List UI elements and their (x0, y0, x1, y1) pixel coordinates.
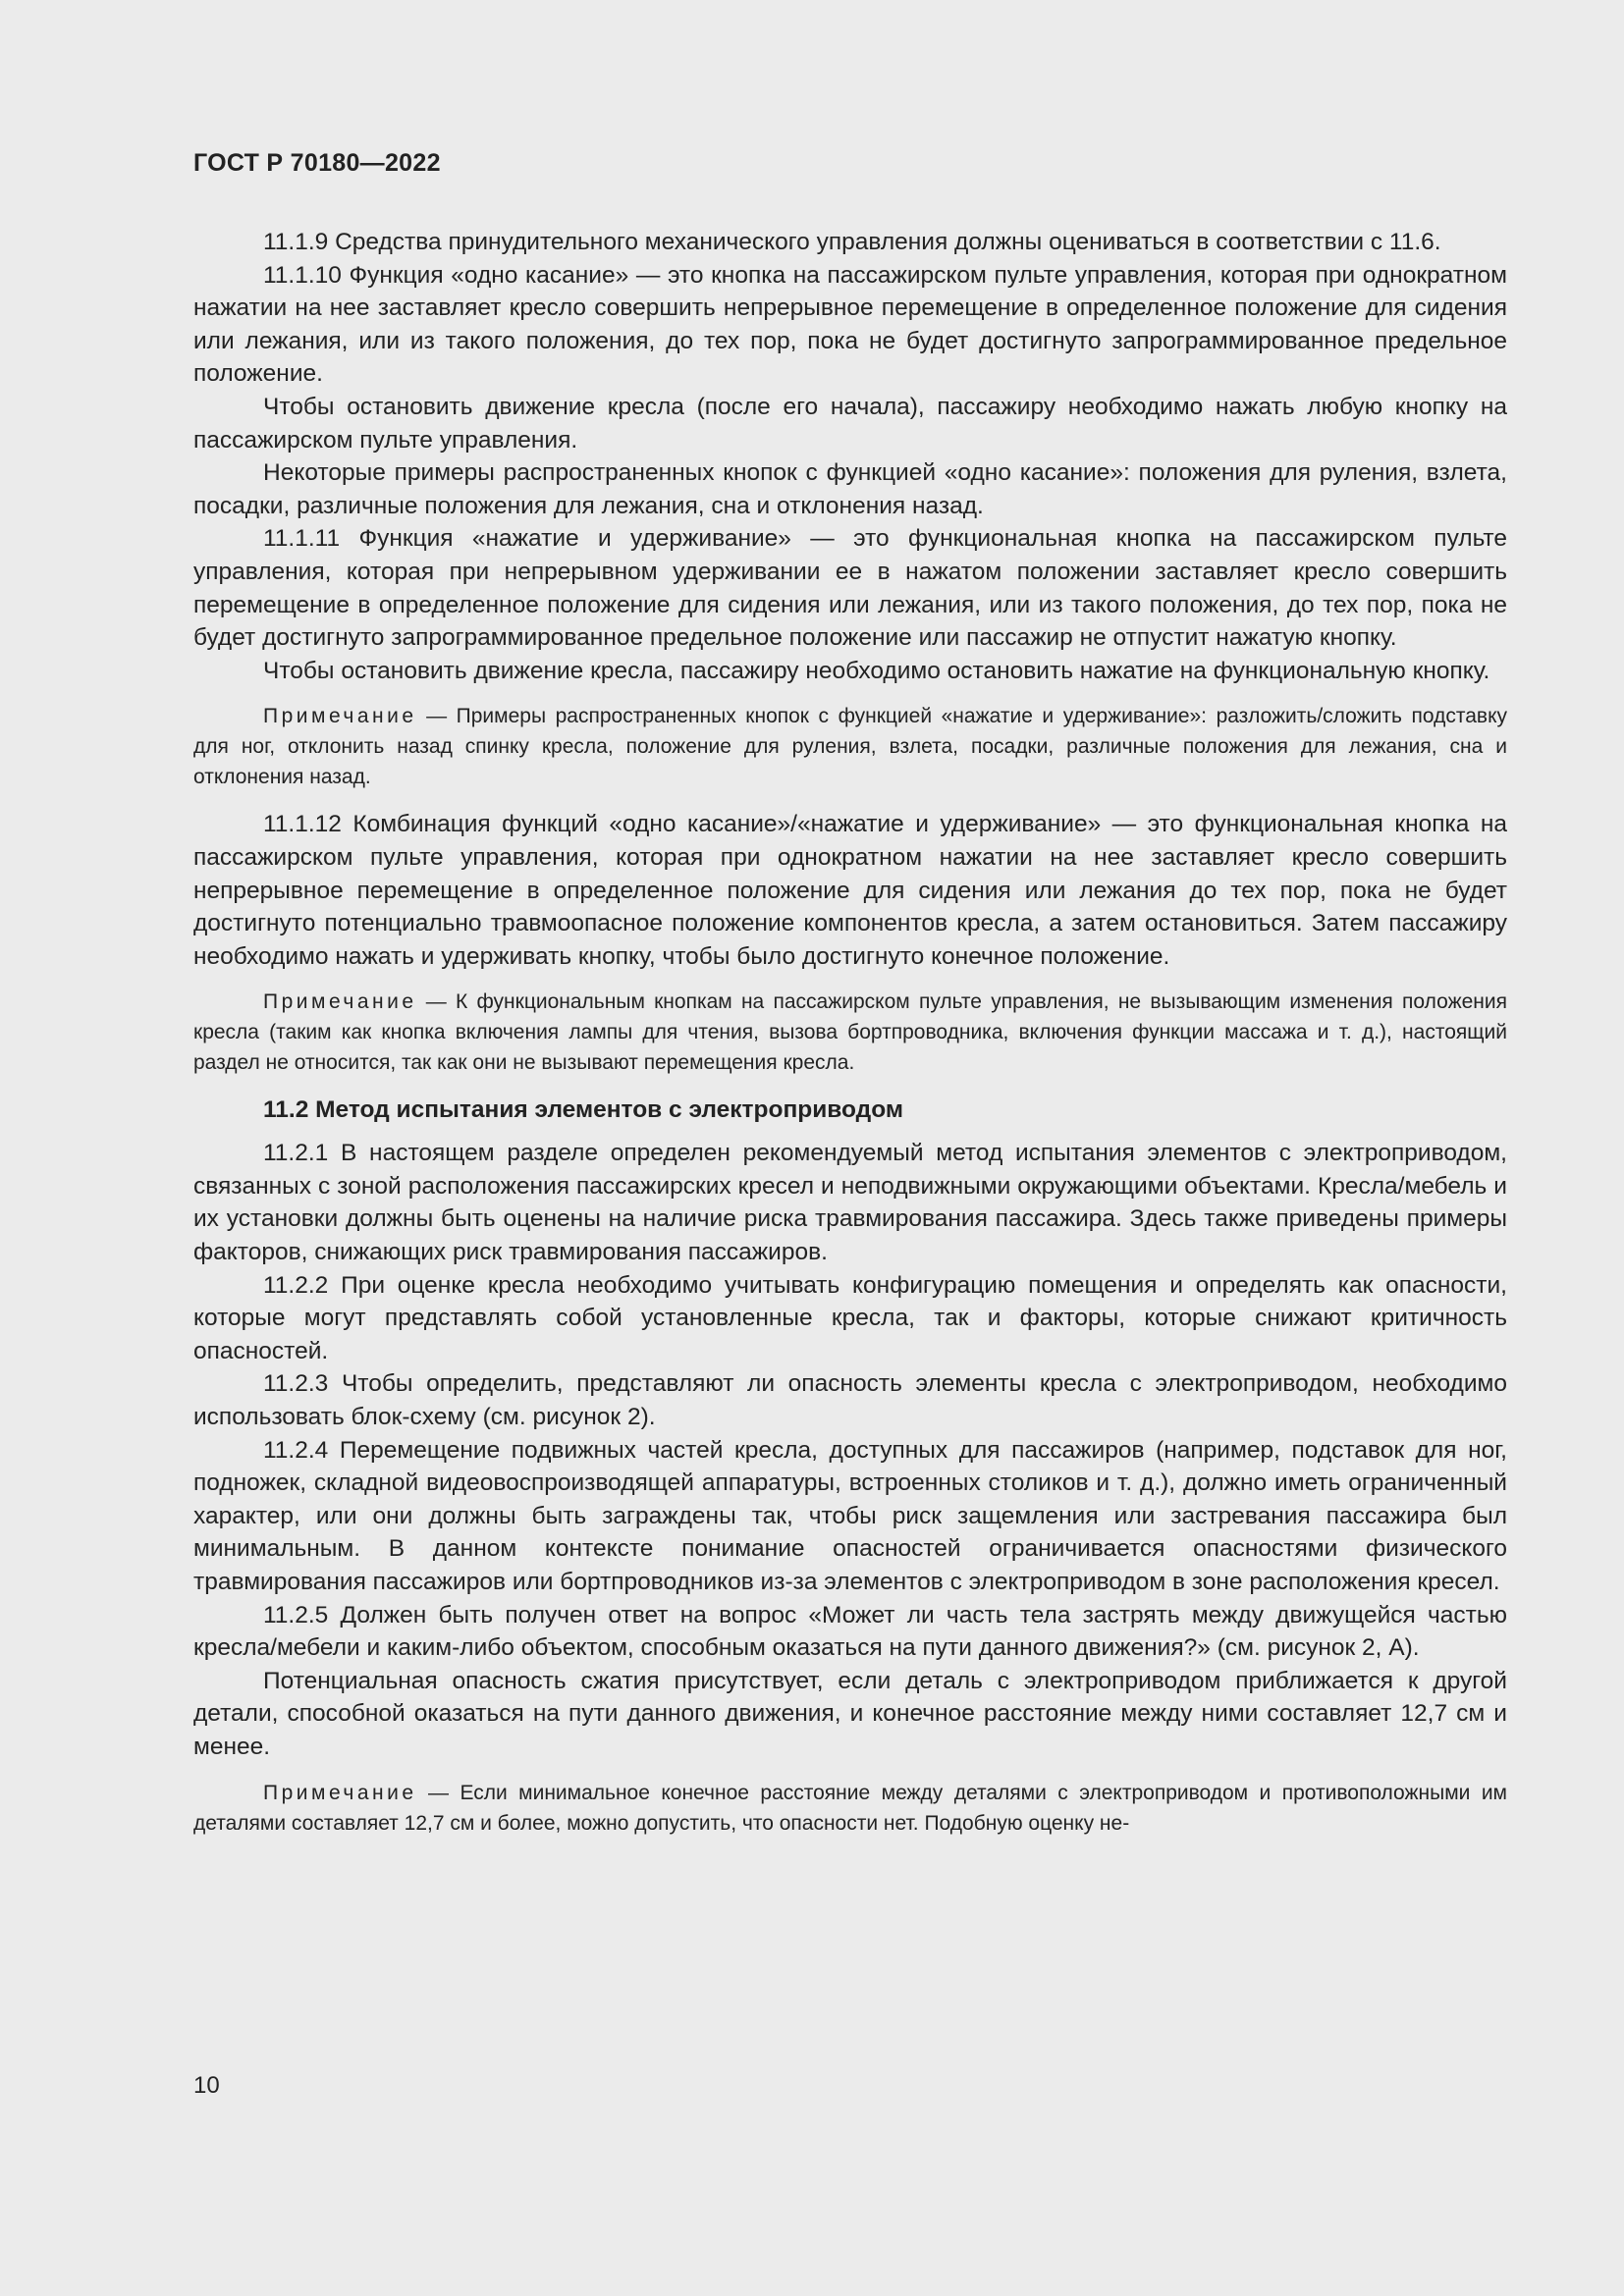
paragraph-11-2-5: 11.2.5 Должен быть получен ответ на вопрос «Может ли часть тела застрять между движущейся частью кресла/мебели и каким-либо объектом, способным оказаться на пути данного движения?» (см. рисунок 2, А). (193, 1601, 1507, 1662)
paragraph-11-1-12: 11.1.12 Комбинация функций «одно касание»/«нажатие и удерживание» — это функциональная кнопка на пассажирском пульте управления, которая при однократном нажатии на нее заставляет кресло совершить непрерывное перемещение в определенное положение для сидения или лежания до тех пор, пока не будет достигнуто потенциально травмоопасное положение компонентов кресла, а затем остановиться. Затем пассажиру необходимо нажать и удерживать кнопку, чтобы было достигнуто конечное положение. (193, 811, 1507, 970)
document-body (193, 226, 1507, 1854)
paragraph-11-1-11: 11.1.11 Функция «нажатие и удерживание» — это функциональная кнопка на пассажирском пульте управления, которая при непрерывном удерживании ее в нажатом положении заставляет кресло совершить перемещение в определенное положение для сидения или лежания, или из такого положения, до тех пор, пока не будет достигнуто запрограммированное предельное положение или пассажир не отпустит нажатую кнопку. (193, 525, 1507, 652)
note (193, 701, 1507, 792)
note (193, 1778, 1507, 1839)
paragraph-11-2-1: 11.2.1 В настоящем разделе определен рекомендуемый метод испытания элементов с электроприводом, связанных с зоной расположения пассажирских кресел и неподвижными окружающими объектами. Кресла/мебель и их установки должны быть оценены на наличие риска травмирования пассажира. Здесь также приведены примеры факторов, снижающих риск травмирования пассажиров. (193, 1140, 1507, 1266)
document-header: ГОСТ Р 70180—2022 (193, 149, 441, 177)
paragraph-11-2-2: 11.2.2 При оценке кресла необходимо учитывать конфигурацию помещения и определять как опасности, которые могут представлять собой установленные кресла, так и факторы, которые снижают критичность опасностей. (193, 1271, 1507, 1364)
section-heading-11-2: 11.2 Метод испытания элементов с электроприводом (263, 1096, 903, 1124)
note-text: — К функциональным кнопкам на пассажирском пульте управления, не вызывающим изменения положения кресла (таким как кнопка включения лампы для чтения, вызова бортпроводника, включения функции массажа и т. д.), настоящий раздел не относится, так как они не вызывают перемещения кресла. (193, 990, 1507, 1075)
note-label: Примечание (263, 990, 417, 1014)
note-text: — Примеры распространенных кнопок с функцией «нажатие и удерживание»: разложить/сложить подставку для ног, отклонить назад спинку кресла, положение для руления, взлета, посадки, различные положения для лежания, сна и отклонения назад. (193, 705, 1507, 789)
page-number: 10 (193, 2072, 220, 2099)
note (193, 987, 1507, 1078)
paragraph-11-2-4: 11.2.4 Перемещение подвижных частей кресла, доступных для пассажиров (например, подставок для ног, подножек, складной видеовоспроизводящей аппаратуры, встроенных столиков и т. д.), должно иметь ограниченный характер, или они должны быть заграждены так, чтобы риск защемления или застревания пассажира был минимальным. В данном контексте понимание опасностей ограничивается опасностями физического травмирования пассажиров или бортпроводников из-за элементов с электроприводом в зоне расположения кресел. (193, 1436, 1507, 1595)
paragraph: Чтобы остановить движение кресла, пассажиру необходимо остановить нажатие на функциональную кнопку. (263, 657, 1490, 684)
paragraph-11-2-3: 11.2.3 Чтобы определить, представляют ли опасность элементы кресла с электроприводом, необходимо использовать блок-схему (см. рисунок 2). (193, 1370, 1507, 1431)
note-label: Примечание (263, 705, 417, 728)
paragraph: Потенциальная опасность сжатия присутствует, если деталь с электроприводом приближается к другой детали, способной оказаться на пути данного движения, и конечное расстояние между ними составляет 12,7 см и менее. (193, 1667, 1507, 1760)
note-label: Примечание (263, 1781, 417, 1804)
note-text: — Если минимальное конечное расстояние между деталями с электроприводом и противоположными им деталями составляет 12,7 см и более, можно допустить, что опасности нет. Подобную оценку не- (193, 1781, 1507, 1835)
paragraph: Чтобы остановить движение кресла (после его начала), пассажиру необходимо нажать любую кнопку на пассажирском пульте управления. (193, 393, 1507, 454)
paragraph: Некоторые примеры распространенных кнопок с функцией «одно касание»: положения для руления, взлета, посадки, различные положения для лежания, сна и отклонения назад. (193, 459, 1507, 519)
paragraph-11-1-10: 11.1.10 Функция «одно касание» — это кнопка на пассажирском пульте управления, которая при однократном нажатии на нее заставляет кресло совершить непрерывное перемещение в определенное положение для сидения или лежания, или из такого положения, до тех пор, пока не будет достигнуто запрограммированное предельное положение. (193, 261, 1507, 388)
paragraph-11-1-9: 11.1.9 Средства принудительного механического управления должны оцениваться в соответствии с 11.6. (263, 229, 1441, 255)
